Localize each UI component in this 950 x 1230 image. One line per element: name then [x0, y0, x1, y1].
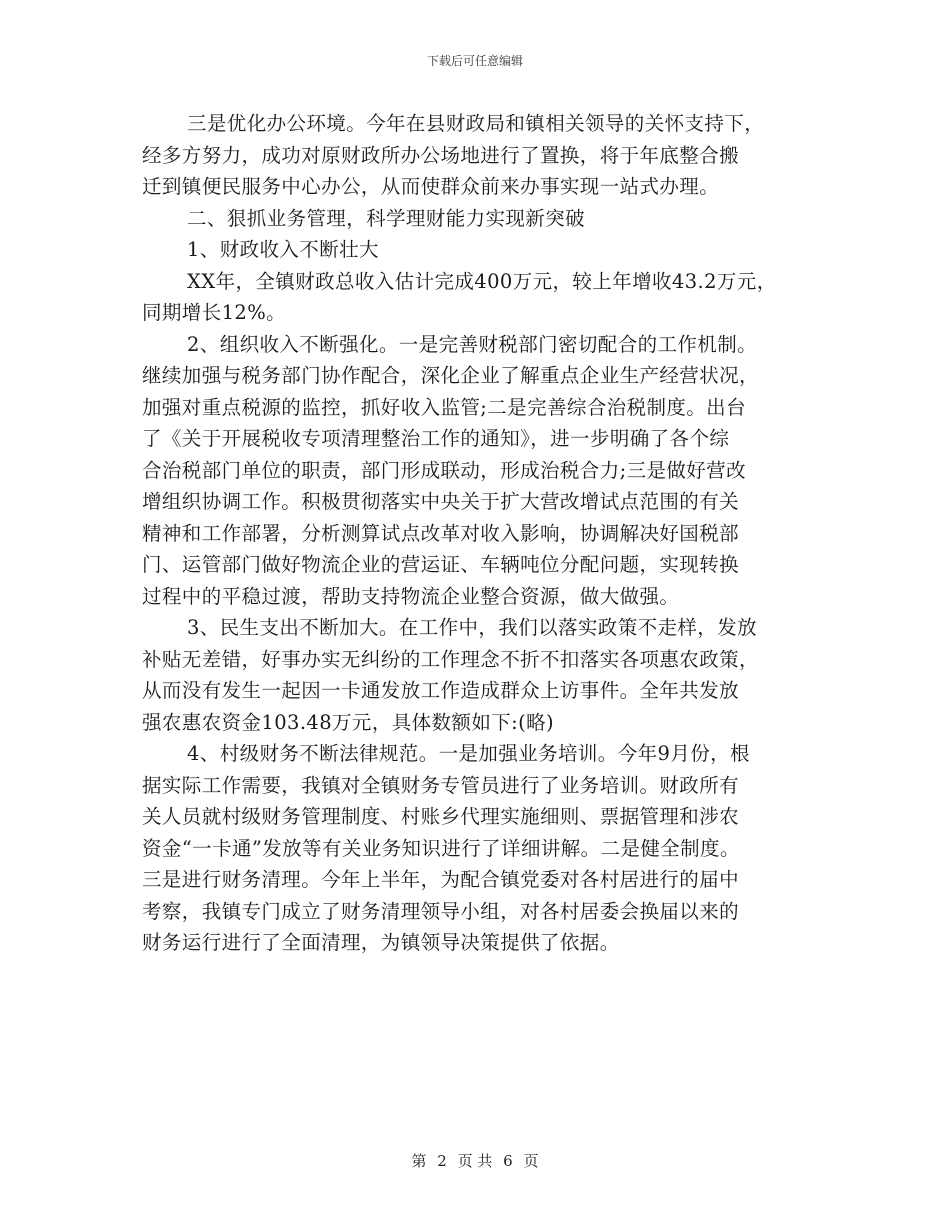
- paragraph-line: 同期增长12%。: [142, 301, 287, 324]
- paragraph-line: 资金“一卡通”发放等有关业务知识进行了详细讲解。二是健全制度。: [142, 836, 740, 860]
- paragraph-line: 加强对重点税源的监控，抓好收入监管;二是完善综合治税制度。出台: [142, 395, 746, 419]
- total-page-count: 6: [503, 1152, 513, 1170]
- paragraph-line: 关人员就村级财务管理制度、村账乡代理实施细则、票据管理和涉农: [142, 805, 740, 828]
- current-page-number: 2: [437, 1152, 447, 1170]
- paragraph-line: 门、运管部门做好物流企业的营运证、车辆吨位分配问题，实现转换: [142, 553, 740, 576]
- paragraph-line: 增组织协调工作。积极贯彻落实中央关于扩大营改增试点范围的有关: [142, 490, 740, 513]
- paragraph-line: 2、组织收入不断强化。一是完善财税部门密切配合的工作机制。: [187, 332, 758, 356]
- page-header: 下载后可任意编辑: [426, 54, 523, 68]
- page-label-prefix: 第: [411, 1152, 427, 1170]
- paragraph-line: 经多方努力，成功对原财政所办公场地进行了置换，将于年底整合搬: [142, 143, 740, 167]
- paragraph-line: XX年，全镇财政总收入估计完成400万元，较上年增收43.2万元，: [187, 269, 777, 293]
- paragraph-line: 补贴无差错，好事办实无纠纷的工作理念不折不扣落实各项惠农政策，: [142, 647, 759, 671]
- page-label-middle: 页 共: [457, 1152, 493, 1170]
- paragraph-line: 迁到镇便民服务中心办公，从而使群众前来办事实现一站式办理。: [142, 175, 720, 198]
- paragraph-line: 继续加强与税务部门协作配合，深化企业了解重点企业生产经营状况，: [142, 364, 759, 387]
- paragraph-line: 合治税部门单位的职责，部门形成联动，形成治税合力;三是做好营改: [142, 458, 746, 482]
- paragraph-line: 三是优化办公环境。今年在县财政局和镇相关领导的关怀支持下，: [187, 112, 765, 135]
- page-footer: [0, 1150, 950, 1171]
- paragraph-line: 3、民生支出不断加大。在工作中，我们以落实政策不走样，发放: [187, 616, 758, 639]
- paragraph-line: 精神和工作部署，分析测算试点改革对收入影响，协调解决好国税部: [142, 521, 740, 545]
- paragraph-line: 从而没有发生一起因一卡通发放工作造成群众上访事件。全年共发放: [142, 679, 740, 702]
- subsection-heading: 1、财政收入不断壮大: [187, 238, 379, 261]
- paragraph-line: 据实际工作需要，我镇对全镇财务专管员进行了业务培训。财政所有: [142, 773, 740, 797]
- paragraph-line: 4、村级财务不断法律规范。一是加强业务培训。今年9月份，根: [187, 742, 750, 765]
- paragraph-line: 强农惠农资金103.48万元，具体数额如下:(略): [142, 710, 555, 734]
- document-body: [142, 108, 822, 959]
- section-heading: 二、狠抓业务管理，科学理财能力实现新突破: [187, 206, 586, 230]
- paragraph-line: 财务运行进行了全面清理，为镇领导决策提供了依据。: [142, 931, 620, 954]
- paragraph-line: 三是进行财务清理。今年上半年，为配合镇党委对各村居进行的届中: [142, 868, 740, 891]
- paragraph-line: 了《关于开展税收专项清理整治工作的通知》，进一步明确了各个综: [142, 427, 730, 450]
- paragraph-line: 考察，我镇专门成立了财务清理领导小组，对各村居委会换届以来的: [142, 899, 740, 923]
- page-label-suffix: 页: [523, 1152, 539, 1170]
- paragraph-line: 过程中的平稳过渡，帮助支持物流企业整合资源，做大做强。: [142, 584, 680, 608]
